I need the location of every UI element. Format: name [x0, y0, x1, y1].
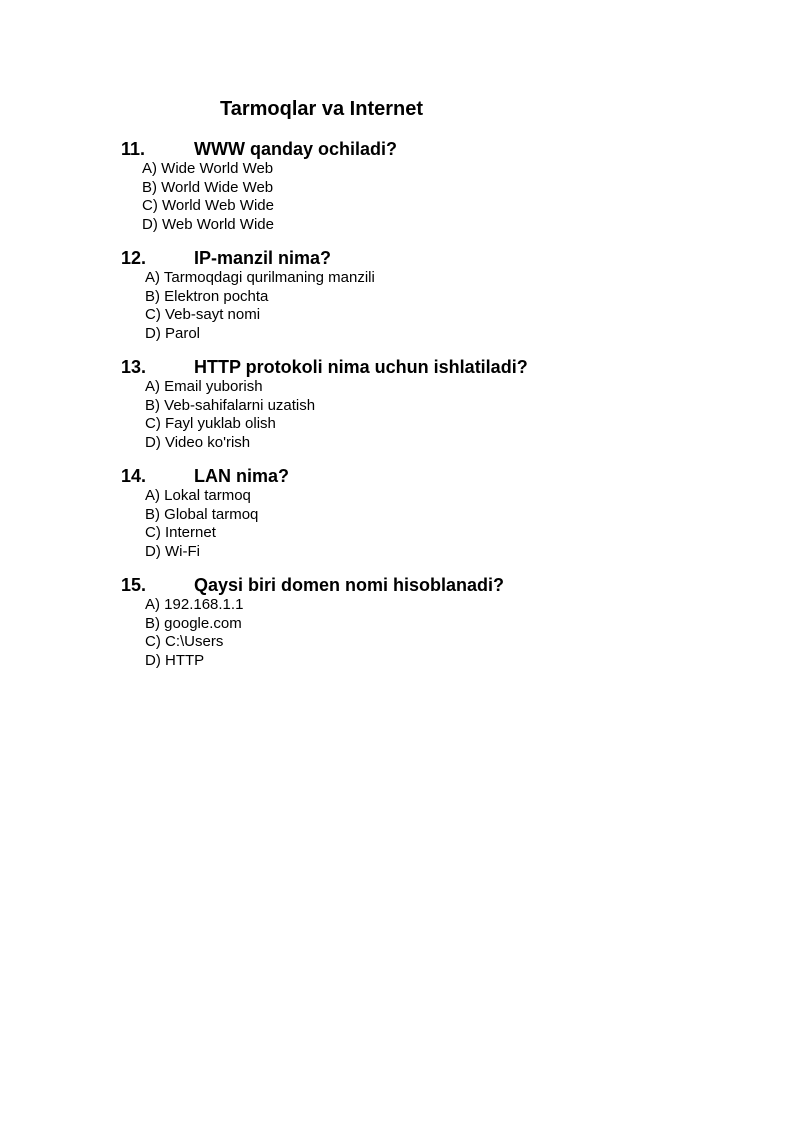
question-text: HTTP protokoli nima uchun ishlatiladi?	[194, 357, 528, 377]
question-number: 11.	[121, 139, 146, 159]
answer-option: D) Web World Wide	[142, 215, 274, 233]
question-11	[121, 138, 721, 234]
answer-options	[121, 487, 721, 561]
question-number: 13.	[121, 357, 147, 377]
answer-options	[121, 596, 721, 670]
answer-option: A) Wide World Web	[142, 160, 274, 177]
answer-options	[121, 269, 721, 343]
answer-option: C) World Web Wide	[142, 197, 274, 215]
answer-option: A) Tarmoqdagi qurilmaning manzili	[145, 269, 375, 286]
question-number: 15.	[121, 575, 147, 595]
answer-option: A) Email yuborish	[145, 378, 263, 395]
question-14	[121, 465, 721, 561]
question-text: Qaysi biri domen nomi hisoblanadi?	[194, 575, 505, 595]
question-number: 14.	[121, 466, 147, 486]
answer-option: D) HTTP	[145, 651, 205, 669]
answer-options	[121, 378, 721, 452]
answer-option: A) 192.168.1.1	[145, 596, 244, 613]
answer-option: A) Lokal tarmoq	[145, 487, 251, 504]
question-heading	[121, 138, 721, 160]
answer-option: C) C:\Users	[145, 633, 224, 651]
answer-option: C) Veb-sayt nomi	[145, 306, 261, 324]
question-text: IP-manzil nima?	[194, 248, 332, 268]
document-title: Tarmoqlar va Internet	[220, 98, 424, 120]
answer-options	[121, 160, 721, 234]
question-heading	[121, 356, 721, 378]
question-number: 12.	[121, 248, 147, 268]
question-text: LAN nima?	[194, 466, 290, 486]
answer-option: B) Elektron pochta	[145, 287, 269, 305]
question-heading	[121, 247, 721, 269]
answer-option: B) google.com	[145, 614, 242, 632]
question-heading	[121, 574, 721, 596]
question-heading	[121, 465, 721, 487]
answer-option: B) Global tarmoq	[145, 505, 259, 523]
answer-option: C) Internet	[145, 524, 216, 542]
answer-option: B) World Wide Web	[142, 178, 274, 196]
question-15	[121, 574, 721, 670]
question-13	[121, 356, 721, 452]
answer-option: D) Parol	[145, 324, 201, 342]
answer-option: D) Wi-Fi	[145, 542, 200, 560]
question-12	[121, 247, 721, 343]
answer-option: B) Veb-sahifalarni uzatish	[145, 396, 316, 414]
question-text: WWW qanday ochiladi?	[194, 139, 397, 159]
answer-option: C) Fayl yuklab olish	[145, 415, 276, 433]
answer-option: D) Video ko'rish	[145, 433, 251, 451]
